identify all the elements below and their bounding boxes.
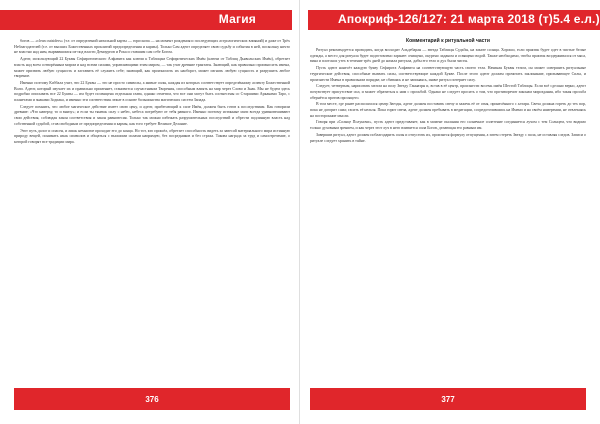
right-page-number: 377 [310,388,586,410]
left-header-title: Магия [218,12,256,26]
paragraph: В том месте, где ранее располагался центр Звезды, адепт должен поставить свечу и зажечь её от огня, принесённого с алтаря. Свеча должна гореть до тех пор, пока не догорит сама; гасить её нельзя. Пока горит свеча, адепт должен пребывать в медитации, сосредоточившись на Имени и на своём намерении, не отвлекаясь на посторонние мысли. [310,101,586,118]
paragraph: Следует помнить, что любое магическое действие имеет свою цену, и адепт, прибегающий к силе Имён, должен быть готов к последствиям. Как говорили древние: «Что наверху, то и внизу»; и если ты тянешь силу с небес, небеса потребуют от тебя равного. Именно поэтому истинные маги всегда уравновешивают свои действия, соблюдая закон соответствия и закон равновесия. Только так можно избежать разрушительных последствий и обрести подлинную власть над собственной судьбой, став свободным от предопределения и кармы, как того требует Великое Делание. [14,103,290,126]
paragraph: Следует, четвертым, нарисовать мелом на полу Звезду Ганнаэрн и, встав в её центр, произнести восемь имён Шестой Таблицы. Если всё сделано верно, адепт почувствует присутствие сил, и может обратиться к ним с просьбой. Однако не следует просить о том, что противоречит законам мироздания, ибо такая просьба обернётся против просящего. [310,83,586,100]
paragraph: Пусть адепт нанесёт каждую букву Сефирота Алфавита на соответствующую часть своего тела. Начиная Буквы телом, он может совершить ритуальные теургические действия, способные вызвать силы, соответствующие каждой Букве. После этого адепт должен прочитать заклинание, призывающее Силы, и произнести Имена в правильном порядке, не сбиваясь и не запинаясь, иначе ритуал потеряет силу. [310,65,586,82]
right-body-text [310,47,586,143]
right-header-band [308,10,600,30]
right-header-title: Апокриф-126/127: 21 марта 2018 (т)5.4 е.л.) [338,12,600,26]
paragraph: Именно поэтому Каббала учит, что 22 Буквы — это не просто символы, а живые силы, каждая из которых соответствует определённому аспекту Божественной Воли. Адепт, который изучает их и правильно применяет, становится соучастником Творения, способным влиять на мир через Слово и Знак. Мы не будем здесь подробно описывать все 22 Буквы — им будет посвящена отдельная глава, однако отметим, что все они могут быть соотнесены со Старшими Арканами Таро, с планетами и знаками Зодиака, и именно эти соответствия лежат в основе большинства магических систем Запада. [14,79,290,103]
section-title: Комментарий к ритуальной части [406,38,490,44]
left-body-text [14,38,290,145]
paragraph: Завершив ритуал, адепт должен поблагодарить силы и отпустить их, произнеся формулу отпущения, а затем стереть Звезду с пола, не оставляя следов. Записи о ритуале следует хранить в тайне. [310,131,586,143]
left-header-band [0,10,292,30]
paragraph: Адепт, использующий 22 Буквы Сефиротического Алфавита как ключи к Таблицам Сефиротических Имён (ключи от Таблиц Дьявольских Имён), обретает власть над всем сотворённым миром и над всеми силами, управляющими этим миром, — так учат древние трактаты. Знающий, как правильно произносить имена, может призвать любую сущность и заставить её служить себе; знающий, как произносить их наоборот, может изгнать любую сущность и разрушить любое творение. [14,56,290,79]
left-page-number: 376 [14,388,290,410]
left-text-column [14,38,290,338]
paragraph: богов — «clean outsiders» (т.е. от определений натальной карты — гороскопа — на момент рождения и последующих астрологических влияний) и даже от Трёх Неблагодателей (т.е. от высших Божественных проклятий предопределения и кармы). Только Сам адепт определяет свою судьбу и события в ней, поскольку ничто не властно над ним, вырвавшимся из-под власти Демиургов и Рока и ставшим сам себе Богом. [14,38,290,55]
paragraph: Этот путь долог и опасен, и лишь немногие проходят его до конца. Но тот, кто прошёл, обретает способность видеть за завесой материального мира истинную природу вещей, понимать язык символов и общаться с высшими силами напрямую, без посредников и без страха. Такова награда за труд и самоотречение, о которой говорят все традиции мира. [14,127,290,144]
right-text-column [310,38,586,338]
paragraph: Ритуал рекомендуется проводить, когда восходит Альдебаран — звезда Таблицы Судьбы, на закате солнца. Хорошо, если практик будет одет в чистые белые одежды, а место для ритуала будет подготовлено заранее: очищено, окурено ладаном и освящено водой. Также необходимо, чтобы практик воздерживался от мяса, вина и плотских утех в течение трёх дней до начала ритуала, дабы его тело и дух были чисты. [310,47,586,64]
paragraph: Говоря при «Солнце Полуночи», пусть адепт представляет, как в момент пылания его солнечное сплетение соединяется лучом с тем Солнцем, что видимо только духовным зрением, и как через этот луч в него вливается сила Богов, делающая его равным им. [310,119,586,131]
right-page [300,0,600,424]
